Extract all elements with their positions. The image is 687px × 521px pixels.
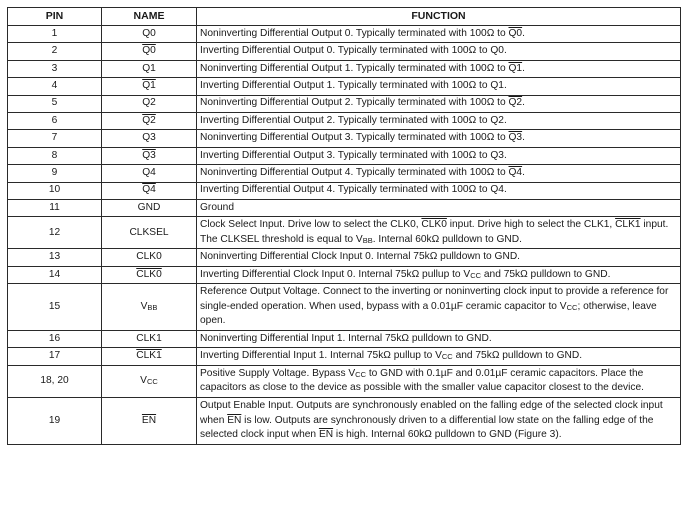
pin-name xyxy=(102,78,197,95)
pin-name xyxy=(102,398,197,445)
pin-number: 9 xyxy=(8,165,102,182)
pin-function xyxy=(197,26,681,43)
text-segment: to GND with 0.1µF and 0.01µF ceramic capacitors. Place the capacitors as close to the device as possible with the smaller value capacitor closest to the device. xyxy=(200,367,644,394)
text-segment: CLK0 xyxy=(136,251,162,263)
pin-name xyxy=(102,249,197,266)
overlined-signal: Q3 xyxy=(142,149,156,161)
pin-function xyxy=(197,217,681,249)
text-segment: Inverting Differential Output 1. Typically terminated with 100Ω to Q1. xyxy=(200,80,507,92)
table-row xyxy=(8,249,681,266)
text-segment: Q4 xyxy=(142,167,156,179)
table-row xyxy=(8,182,681,199)
overlined-signal: $\overline{EN}$ xyxy=(318,429,334,441)
subscript-text: BB xyxy=(147,302,158,312)
pin-function xyxy=(197,43,681,60)
pin-number: 16 xyxy=(8,331,102,348)
overlined-signal: Q3 xyxy=(508,132,523,144)
pin-name xyxy=(102,165,197,182)
text-segment: is high. Internal 60kΩ pulldown to GND (Figure 3). xyxy=(333,429,562,441)
pin-function xyxy=(197,60,681,77)
subscript-text: CC xyxy=(355,369,367,379)
table-body xyxy=(8,26,681,445)
pin-function xyxy=(197,78,681,95)
table-row xyxy=(8,348,681,365)
pin-function xyxy=(197,331,681,348)
table-row xyxy=(8,112,681,129)
subscript-text: CC xyxy=(470,270,482,280)
table-row xyxy=(8,95,681,112)
text-segment: GND xyxy=(137,201,161,213)
pin-function xyxy=(197,199,681,216)
pin-number: 7 xyxy=(8,130,102,147)
text-segment: and 75kΩ pulldown to GND. xyxy=(452,350,583,362)
overlined-signal: Q2 xyxy=(142,114,156,126)
text-segment: Noninverting Differential Output 0. Typically terminated with 100Ω to xyxy=(200,27,509,39)
text-segment: Inverting Differential Output 4. Typically terminated with 100Ω to Q4. xyxy=(200,184,507,196)
pin-function xyxy=(197,95,681,112)
overlined-signal: CLK1 xyxy=(136,350,162,362)
overlined-signal: Q1 xyxy=(142,80,156,92)
pin-number: 8 xyxy=(8,147,102,164)
overlined-signal: CLK1 xyxy=(615,219,641,231)
pin-function xyxy=(197,398,681,445)
text-segment: V xyxy=(140,300,148,312)
pin-name xyxy=(102,365,197,397)
pin-function xyxy=(197,182,681,199)
pin-name xyxy=(102,112,197,129)
text-segment: input. Drive high to select the CLK1, xyxy=(446,219,616,231)
text-segment: Inverting Differential Output 2. Typically terminated with 100Ω to Q2. xyxy=(200,114,507,126)
pin-number: 15 xyxy=(8,284,102,331)
text-segment: Inverting Differential Clock Input 0. Internal 75kΩ pullup to V xyxy=(200,268,471,280)
pin-function xyxy=(197,249,681,266)
table-row xyxy=(8,199,681,216)
text-segment: . Internal 60kΩ pulldown to GND. xyxy=(372,233,522,245)
pin-name xyxy=(102,130,197,147)
table-row xyxy=(8,60,681,77)
text-segment: Output Enable Input. Outputs are synchronously enabled on the falling edge of the selected clock input when xyxy=(200,400,663,426)
pin-name xyxy=(102,217,197,249)
pin-number: 6 xyxy=(8,112,102,129)
text-segment: Inverting Differential Input 1. Internal 75kΩ pullup to V xyxy=(200,350,442,362)
table-header-row xyxy=(8,8,681,26)
overlined-signal: CLK0 xyxy=(421,219,447,231)
overlined-signal: $\overline{EN}$ xyxy=(227,414,242,426)
table-row xyxy=(8,78,681,95)
overlined-signal: $\overline{EN}$ xyxy=(141,414,157,426)
text-segment: Q2 xyxy=(142,97,156,109)
pin-function xyxy=(197,147,681,164)
pin-name xyxy=(102,331,197,348)
text-segment: Noninverting Differential Input 1. Internal 75kΩ pulldown to GND. xyxy=(200,332,492,344)
pin-function xyxy=(197,112,681,129)
pin-name xyxy=(102,26,197,43)
table-row xyxy=(8,165,681,182)
pin-description-table xyxy=(7,7,681,445)
pin-number: 2 xyxy=(8,43,102,60)
table-row xyxy=(8,284,681,331)
pin-number: 14 xyxy=(8,266,102,283)
pin-number: 17 xyxy=(8,348,102,365)
text-segment: Q3 xyxy=(142,132,156,144)
pin-function xyxy=(197,266,681,283)
subscript-text: CC xyxy=(566,302,578,312)
overlined-signal: Q0 xyxy=(142,45,156,57)
pin-number: 18, 20 xyxy=(8,365,102,397)
text-segment: Noninverting Differential Clock Input 0. Internal 75kΩ pulldown to GND. xyxy=(200,251,521,263)
table-row xyxy=(8,130,681,147)
table-row xyxy=(8,398,681,445)
text-segment: Reference Output Voltage. Connect to the inverting or noninverting clock input to provide a reference for single-ended operation. When used, bypass with a 0.01µF ceramic capacitor to V xyxy=(200,286,669,312)
pin-function xyxy=(197,284,681,331)
overlined-signal: Q1 xyxy=(508,62,523,74)
pin-name xyxy=(102,95,197,112)
text-segment: Inverting Differential Output 3. Typically terminated with 100Ω to Q3. xyxy=(200,149,507,161)
pin-function xyxy=(197,165,681,182)
pin-number: 3 xyxy=(8,60,102,77)
overlined-signal: Q0 xyxy=(508,27,523,39)
pin-number: 11 xyxy=(8,199,102,216)
text-segment: . xyxy=(522,132,525,144)
pin-number: 4 xyxy=(8,78,102,95)
pin-name xyxy=(102,43,197,60)
overlined-signal: Q4 xyxy=(508,167,523,179)
text-segment: and 75kΩ pulldown to GND. xyxy=(481,268,611,280)
pin-name xyxy=(102,284,197,331)
text-segment: Q1 xyxy=(142,62,156,74)
pin-number: 5 xyxy=(8,95,102,112)
text-segment: . xyxy=(522,27,525,39)
text-segment: . xyxy=(522,97,525,109)
text-segment: Noninverting Differential Output 4. Typically terminated with 100Ω to xyxy=(200,167,509,179)
text-segment: V xyxy=(140,375,147,387)
text-segment: Noninverting Differential Output 2. Typically terminated with 100Ω to xyxy=(200,97,509,109)
text-segment: input. The CLKSEL threshold is equal to V xyxy=(200,219,669,245)
pin-name xyxy=(102,60,197,77)
text-segment: CLK1 xyxy=(136,332,162,344)
text-segment: Inverting Differential Output 0. Typically terminated with 100Ω to Q0. xyxy=(200,45,507,57)
pin-number: 1 xyxy=(8,26,102,43)
pin-name xyxy=(102,147,197,164)
text-segment: Clock Select Input. Drive low to select the CLK0, xyxy=(200,219,422,231)
text-segment: is low. Outputs are synchronously driven to a differential low state on the falling edge of the selected clock input when xyxy=(200,414,654,441)
text-segment: . xyxy=(522,167,525,179)
text-segment: CLKSEL xyxy=(129,226,169,238)
table-row xyxy=(8,147,681,164)
header-pin: PIN xyxy=(8,8,102,26)
text-segment: Ground xyxy=(200,201,234,213)
pin-number: 13 xyxy=(8,249,102,266)
header-function: FUNCTION xyxy=(197,8,681,26)
pin-number: 12 xyxy=(8,217,102,249)
table-row xyxy=(8,266,681,283)
table-row xyxy=(8,43,681,60)
pin-function xyxy=(197,365,681,397)
pin-name xyxy=(102,266,197,283)
subscript-text: CC xyxy=(146,377,158,387)
overlined-signal: CLK0 xyxy=(136,268,162,280)
text-segment: Positive Supply Voltage. Bypass V xyxy=(200,367,356,379)
table-row xyxy=(8,26,681,43)
pin-number: 10 xyxy=(8,182,102,199)
table-row xyxy=(8,217,681,249)
text-segment: ; otherwise, leave open. xyxy=(200,300,657,327)
pin-name xyxy=(102,348,197,365)
table-row xyxy=(8,331,681,348)
overlined-signal: Q4 xyxy=(142,184,156,196)
text-segment: Q0 xyxy=(142,27,156,39)
overlined-signal: Q2 xyxy=(508,97,523,109)
pin-name xyxy=(102,182,197,199)
text-segment: Noninverting Differential Output 3. Typically terminated with 100Ω to xyxy=(200,132,509,144)
header-name: NAME xyxy=(102,8,197,26)
subscript-text: CC xyxy=(441,352,453,362)
text-segment: . xyxy=(522,62,525,74)
pin-number: 19 xyxy=(8,398,102,445)
text-segment: Noninverting Differential Output 1. Typically terminated with 100Ω to xyxy=(200,62,509,74)
pin-function xyxy=(197,348,681,365)
pin-function xyxy=(197,130,681,147)
subscript-text: BB xyxy=(362,235,373,245)
table-row xyxy=(8,365,681,397)
pin-name xyxy=(102,199,197,216)
